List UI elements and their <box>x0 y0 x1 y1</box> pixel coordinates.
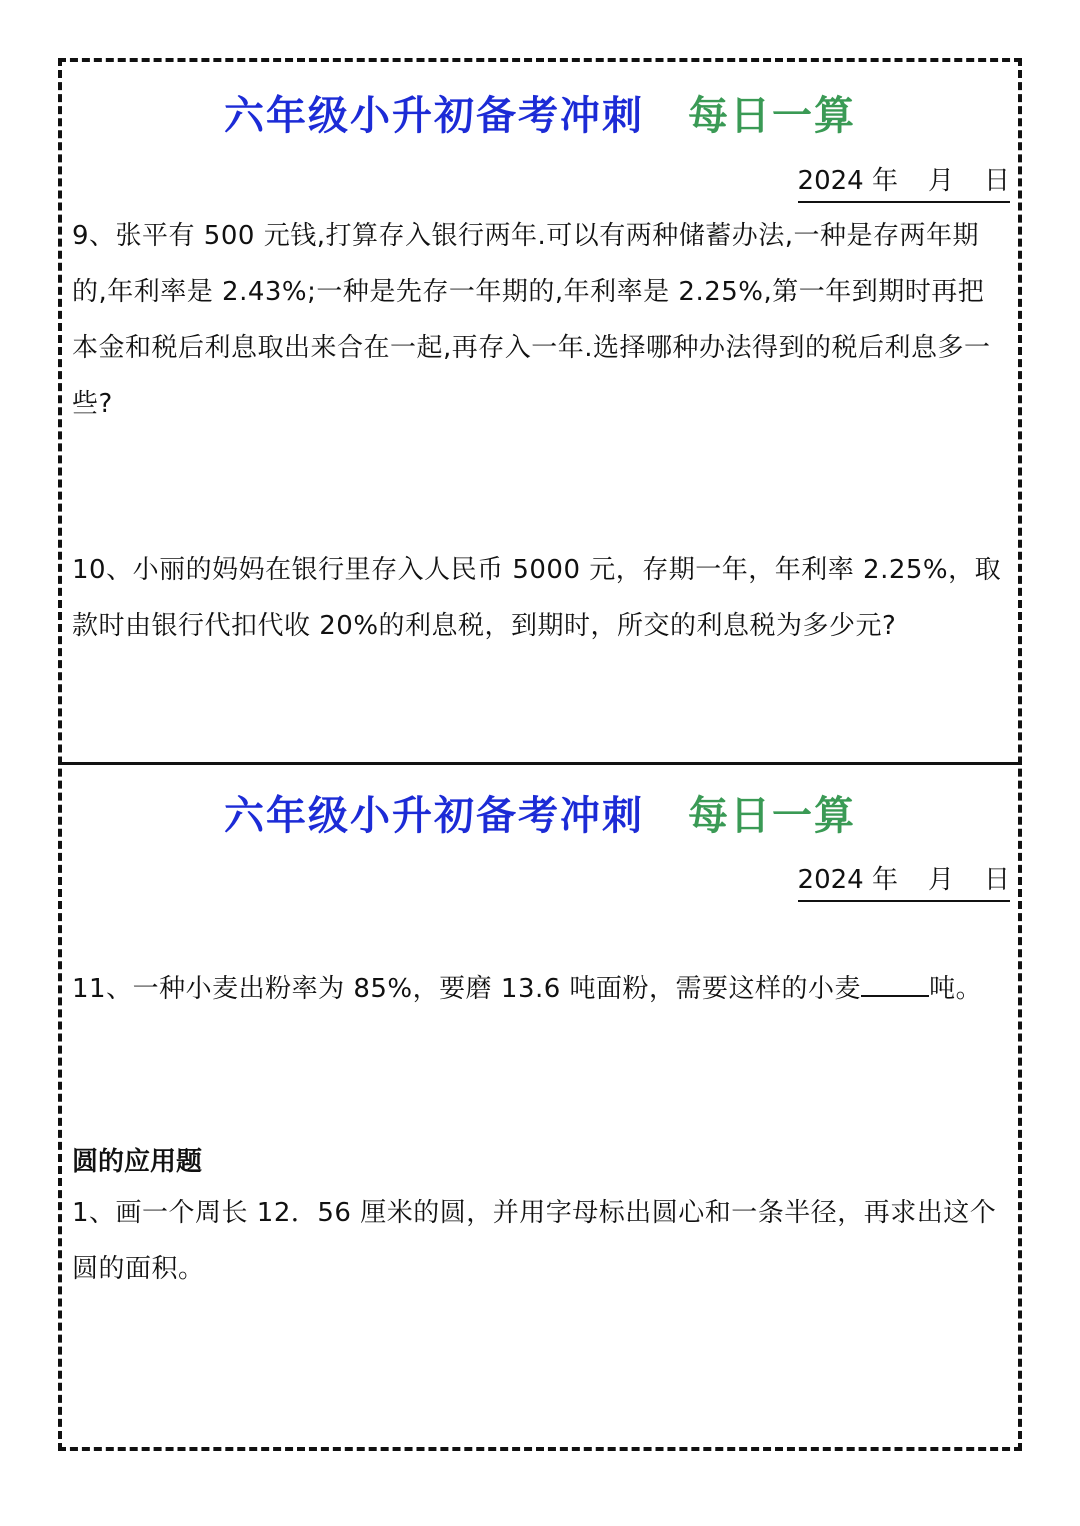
question-9: 9、张平有 500 元钱,打算存入银行两年.可以有两种储蓄办法,一种是存两年期的,年利率是 2.43%;一种是先存一年期的,年利率是 2.25%,第一年到期时再把本金和税后利息取出来合在一起,再存入一年.选择哪种办法得到的税后利息多一些? <box>72 221 991 419</box>
header-title: 六年级小升初备考冲刺 <box>224 792 644 839</box>
circle-question-1: 1、画一个周长 12．56 厘米的圆，并用字母标出圆心和一条半径，再求出这个圆的面积。 <box>72 1198 997 1284</box>
worksheet-card-2 <box>58 765 1022 1451</box>
date-line <box>798 160 1010 203</box>
question-11-unit: 吨。 <box>929 974 983 1004</box>
date-month: 月 <box>927 166 954 196</box>
card-header <box>58 784 1022 841</box>
date-line <box>798 859 1010 902</box>
question-11 <box>72 961 1010 1017</box>
date-month: 月 <box>927 865 954 895</box>
header-slogan: 每日一算 <box>688 792 856 839</box>
card-header <box>58 84 1022 141</box>
date-day: 日 <box>983 865 1010 895</box>
date-year: 2024 年 <box>797 166 898 196</box>
answer-blank[interactable] <box>861 971 929 997</box>
question-10: 10、小丽的妈妈在银行里存入人民币 5000 元，存期一年，年利率 2.25%，取款时由银行代扣代收 20%的利息税，到期时，所交的利息税为多少元? <box>72 555 1002 641</box>
section-title: 圆的应用题 <box>72 1147 203 1177</box>
worksheet-card-1 <box>58 58 1022 762</box>
date-year: 2024 年 <box>797 865 898 895</box>
date-day: 日 <box>983 166 1010 196</box>
header-slogan: 每日一算 <box>688 92 856 139</box>
header-title: 六年级小升初备考冲刺 <box>224 92 644 139</box>
question-11-text: 11、一种小麦出粉率为 85%，要磨 13.6 吨面粉，需要这样的小麦 <box>72 974 862 1004</box>
